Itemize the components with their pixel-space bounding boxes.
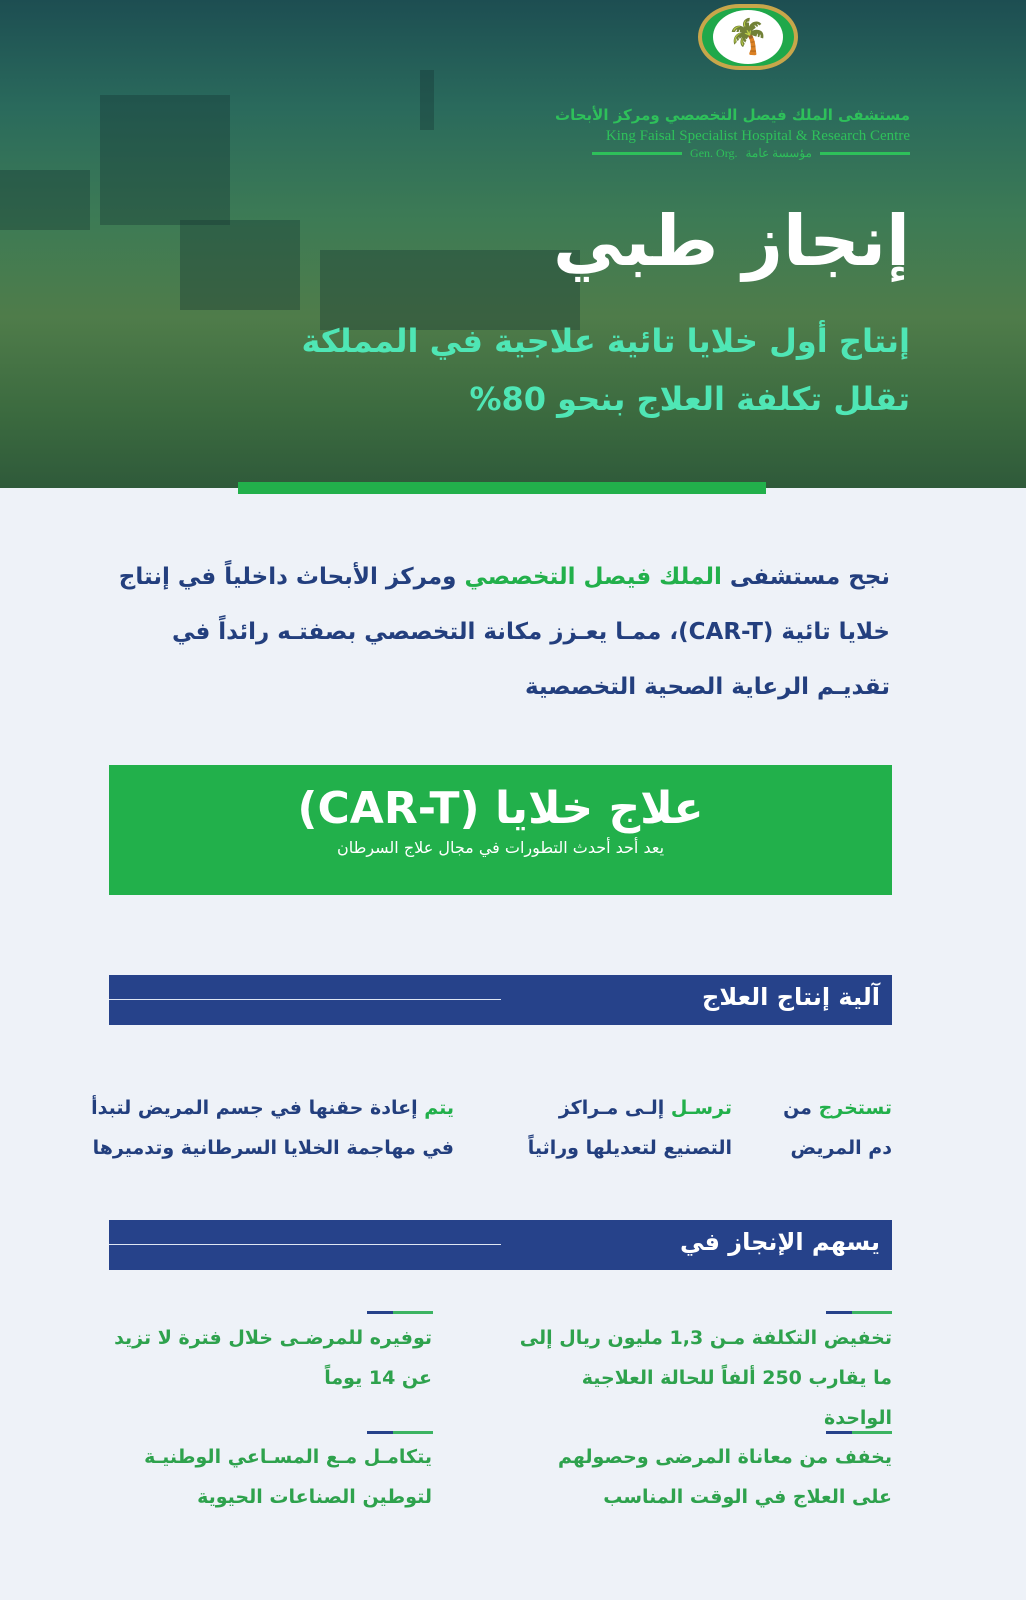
page-title: إنجاز طبي <box>552 200 910 282</box>
subtitle-line-2: تقلل تكلفة العلاج بنحو 80% <box>469 380 910 418</box>
benefit-item: توفيره للمرضـى خلال فترة لا تزيد عن 14 يوماً <box>114 1327 432 1389</box>
org-type <box>592 146 910 161</box>
intro-highlight: الملك فيصل التخصصي <box>464 564 722 590</box>
section-title: يسهم الإنجاز في <box>679 1228 880 1256</box>
feature-box <box>109 765 892 895</box>
org-type-ar: مؤسسة عامة <box>745 146 812 160</box>
item-divider <box>367 1431 433 1434</box>
feature-title: علاج خلايا (CAR-T) <box>297 783 704 834</box>
hero-banner <box>0 0 1026 488</box>
hospital-logo <box>698 4 798 70</box>
intro-paragraph <box>110 550 890 715</box>
step-3: يتم إعادة حقنها في جسم المريض لتبدأ في مهاجمة الخلايا السرطانية وتدميرها <box>91 1097 454 1159</box>
benefit-item: تخفيض التكلفة مـن 1,3 مليون ريال إلى ما يقارب 250 ألفاً للحالة العلاجية الواحدة <box>519 1327 892 1429</box>
org-name-arabic: مستشفى الملك فيصل التخصصي ومركز الأبحاث <box>555 106 910 124</box>
feature-subtitle: يعد أحد أحدث التطورات في مجال علاج السرطان <box>336 838 665 857</box>
section-header-contributes <box>109 1220 892 1270</box>
hero-accent-bar <box>238 482 766 494</box>
org-name-english: King Faisal Specialist Hospital & Research Centre <box>605 128 910 144</box>
step-2: ترسـل إلـى مـراكز التصنيع لتعديلها وراثياً <box>527 1097 732 1159</box>
step-1: تستخرج من دم المريض <box>783 1097 892 1159</box>
page-subtitle <box>302 312 910 428</box>
palm-swords-icon: 🌴 <box>713 10 783 64</box>
item-divider <box>826 1311 892 1314</box>
item-divider <box>367 1311 433 1314</box>
intro-text-rest: ومركز الأبحاث داخلياً في إنتاج خلايا تائية (CAR-T)، ممـا يعـزز مكانة التخصصي بصفتـه رائداً في تقديـم الرعاية الصحية التخصصية <box>118 564 890 700</box>
intro-text: نجح مستشفى <box>721 564 890 590</box>
benefit-item: يخفف من معاناة المرضى وحصولهم على العلاج في الوقت المناسب <box>557 1446 892 1508</box>
subtitle-line-1: إنتاج أول خلايا تائية علاجية في المملكة <box>301 322 910 360</box>
org-type-en: Gen. Org. <box>690 146 738 160</box>
section-title: آلية إنتاج العلاج <box>702 983 880 1011</box>
benefit-item: يتكامـل مـع المسـاعي الوطنيـة لتوطين الصناعات الحيوية <box>144 1446 432 1508</box>
section-header-mechanism <box>109 975 892 1025</box>
